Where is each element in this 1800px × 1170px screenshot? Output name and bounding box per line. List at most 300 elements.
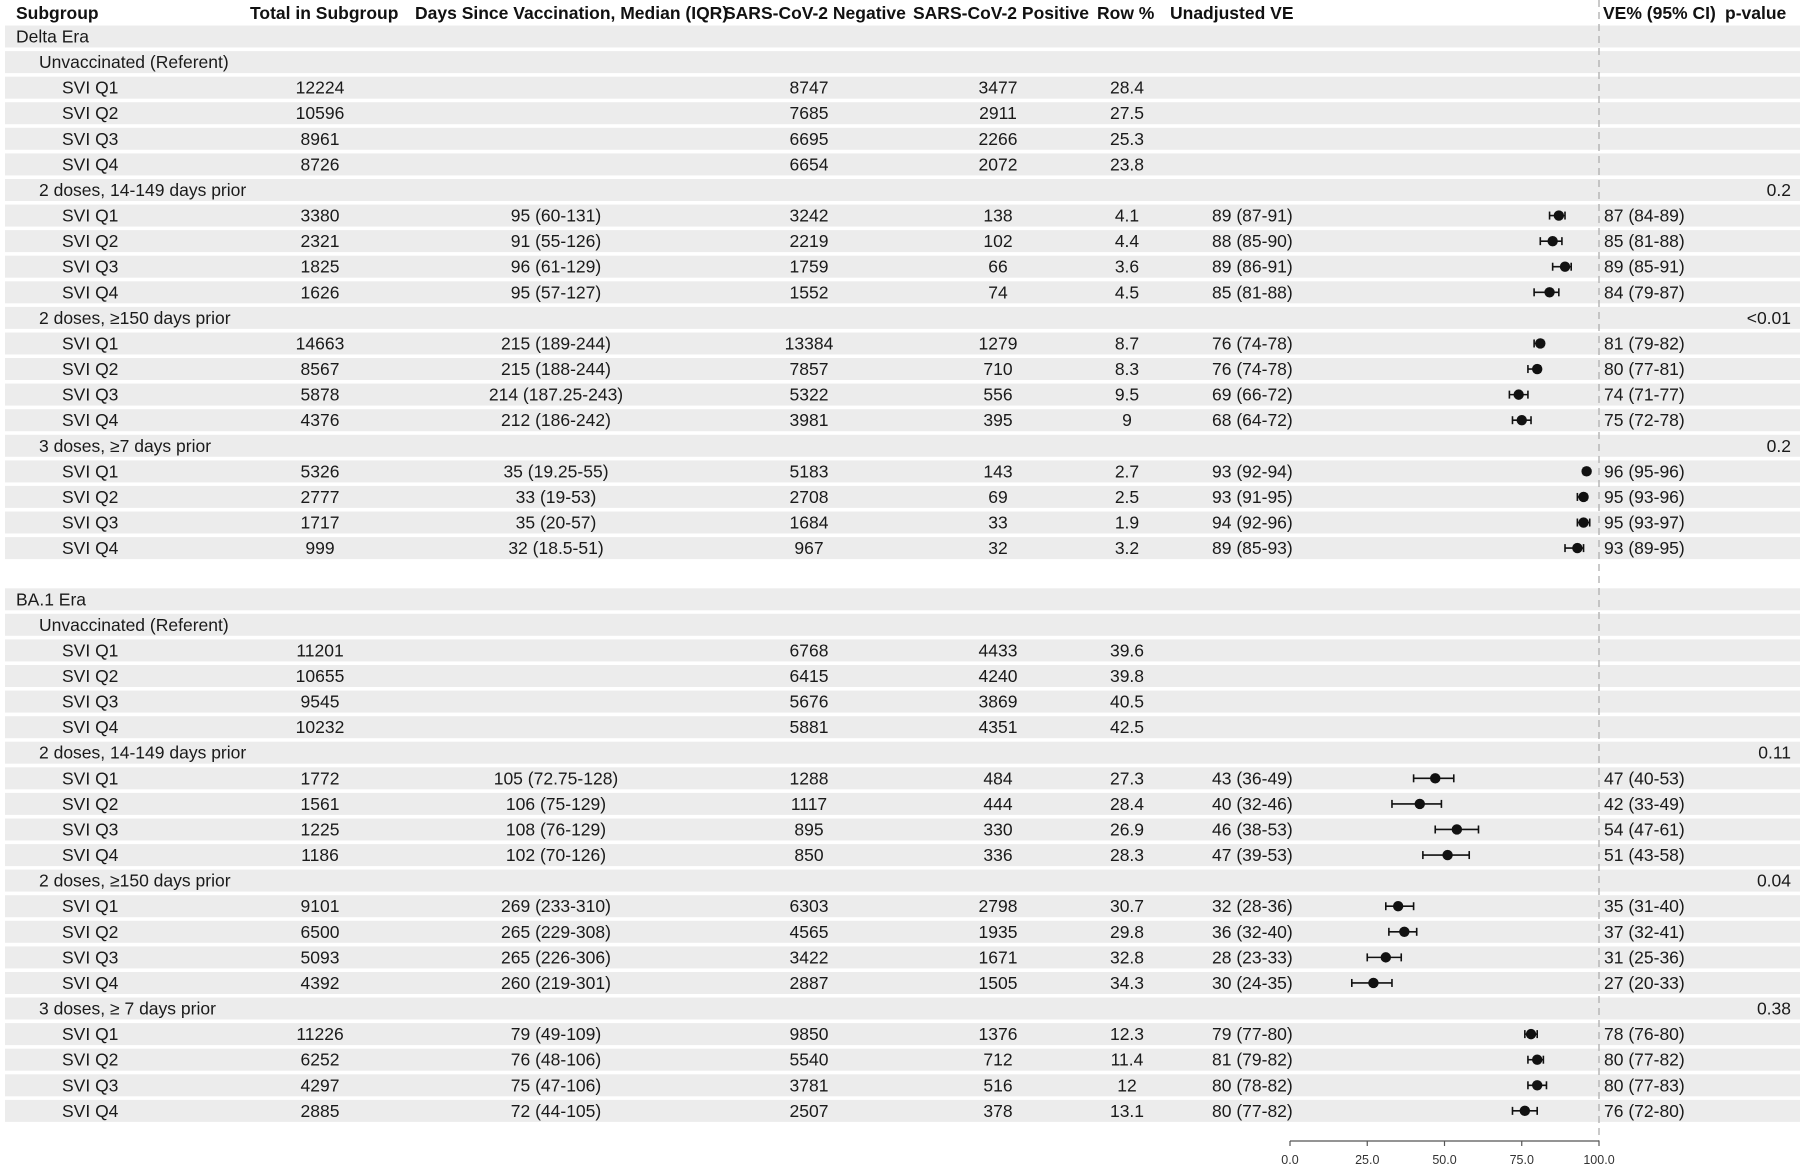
group-label: 3 doses, ≥ 7 days prior — [39, 998, 216, 1019]
total-cell: 8961 — [300, 128, 340, 149]
row-band — [5, 230, 1800, 252]
unadjusted-ve-cell: 40 (32-46) — [1212, 793, 1293, 814]
days-cell: 72 (44-105) — [510, 1100, 602, 1121]
row-band — [5, 281, 1800, 303]
row-band — [5, 998, 1800, 1020]
unadjusted-ve-cell: 89 (86-91) — [1212, 256, 1293, 277]
row-pct-cell: 40.5 — [1109, 691, 1145, 712]
total-cell: 6252 — [300, 1049, 340, 1070]
row-band — [5, 179, 1800, 201]
row-pct-cell: 11.4 — [1110, 1049, 1144, 1070]
subgroup-label: SVI Q4 — [62, 538, 119, 559]
header-p-value: p-value — [1725, 3, 1787, 23]
unadjusted-ve-cell: 69 (66-72) — [1212, 384, 1293, 405]
point-estimate — [1554, 210, 1564, 220]
total-cell: 1561 — [300, 793, 340, 814]
header-row-pct: Row % — [1097, 3, 1155, 23]
ve-cell: 54 (47-61) — [1604, 819, 1685, 840]
row-pct-cell: 26.9 — [1109, 819, 1145, 840]
subgroup-label: SVI Q3 — [62, 512, 119, 533]
p-value: 0.04 — [1756, 870, 1791, 891]
unadjusted-ve-cell: 32 (28-36) — [1212, 896, 1293, 917]
row-pct-cell: 2.5 — [1114, 486, 1140, 507]
days-cell: 265 (229-308) — [501, 921, 611, 942]
era-label: Delta Era — [16, 26, 89, 47]
negative-cell: 1288 — [789, 768, 829, 789]
ve-cell: 95 (93-97) — [1604, 512, 1685, 533]
row-band — [5, 460, 1800, 482]
days-cell: 95 (60-131) — [510, 205, 602, 226]
axis-tick-label: 75.0 — [1509, 1153, 1534, 1167]
unadjusted-ve-cell: 46 (38-53) — [1212, 819, 1293, 840]
row-pct-cell: 25.3 — [1109, 128, 1145, 149]
negative-cell: 5676 — [789, 691, 829, 712]
subgroup-label: SVI Q3 — [62, 691, 119, 712]
positive-cell: 1505 — [978, 972, 1018, 993]
row-band — [5, 333, 1800, 355]
ve-cell: 75 (72-78) — [1604, 410, 1685, 431]
total-cell: 9101 — [300, 896, 340, 917]
total-cell: 10655 — [295, 666, 345, 686]
point-estimate — [1452, 824, 1462, 834]
row-pct-cell: 2.7 — [1114, 461, 1140, 482]
positive-cell: 2911 — [979, 103, 1017, 124]
positive-cell: 143 — [983, 461, 1013, 482]
subgroup-label: SVI Q3 — [62, 128, 119, 149]
ve-cell: 78 (76-80) — [1604, 1024, 1685, 1045]
unadjusted-ve-cell: 80 (77-82) — [1212, 1100, 1293, 1121]
positive-cell: 710 — [983, 359, 1013, 380]
row-band — [5, 537, 1800, 559]
subgroup-label: SVI Q3 — [62, 384, 119, 405]
row-band — [5, 793, 1800, 815]
unadjusted-ve-cell: 93 (92-94) — [1212, 461, 1293, 482]
positive-cell: 4240 — [978, 666, 1018, 686]
row-pct-cell: 4.1 — [1114, 205, 1140, 226]
row-band — [5, 256, 1800, 278]
ve-cell: 95 (93-96) — [1604, 486, 1685, 507]
negative-cell: 6768 — [789, 640, 829, 661]
positive-cell: 444 — [983, 793, 1013, 814]
row-band — [5, 742, 1800, 764]
total-cell: 5878 — [300, 384, 340, 405]
row-pct-cell: 1.9 — [1114, 512, 1140, 533]
row-band — [5, 946, 1800, 968]
subgroup-label: SVI Q2 — [62, 486, 119, 507]
unadjusted-ve-cell: 79 (77-80) — [1212, 1024, 1293, 1045]
total-cell: 1772 — [300, 768, 340, 789]
unadjusted-ve-cell: 30 (24-35) — [1212, 972, 1293, 993]
unadjusted-ve-cell: 28 (23-33) — [1212, 947, 1293, 968]
positive-cell: 32 — [988, 538, 1008, 559]
group-label: 3 doses, ≥7 days prior — [39, 435, 212, 456]
subgroup-label: SVI Q1 — [62, 640, 119, 661]
subgroup-label: SVI Q2 — [62, 231, 119, 252]
unadjusted-ve-cell: 81 (79-82) — [1212, 1049, 1293, 1070]
ve-cell: 96 (95-96) — [1604, 461, 1685, 482]
row-band — [5, 26, 1800, 48]
negative-cell: 13384 — [784, 333, 834, 354]
positive-cell: 712 — [983, 1049, 1013, 1070]
total-cell: 5093 — [300, 947, 340, 968]
subgroup-label: SVI Q4 — [62, 282, 119, 303]
subgroup-label: SVI Q3 — [62, 819, 119, 840]
days-cell: 215 (189-244) — [501, 333, 611, 354]
positive-cell: 138 — [983, 205, 1013, 226]
ve-cell: 80 (77-83) — [1604, 1075, 1685, 1096]
ve-cell: 27 (20-33) — [1604, 972, 1685, 993]
positive-cell: 1935 — [978, 921, 1018, 942]
total-cell: 11201 — [296, 640, 344, 661]
total-cell: 2777 — [300, 486, 340, 507]
row-pct-cell: 3.6 — [1114, 256, 1140, 277]
header-total: Total in Subgroup — [250, 3, 399, 23]
ve-cell: 84 (79-87) — [1604, 282, 1685, 303]
positive-cell: 4433 — [978, 640, 1018, 661]
row-pct-cell: 27.5 — [1109, 103, 1145, 124]
ve-cell: 74 (71-77) — [1604, 384, 1685, 405]
row-pct-cell: 27.3 — [1109, 768, 1145, 789]
negative-cell: 6695 — [789, 128, 829, 149]
days-cell: 215 (188-244) — [501, 359, 611, 380]
total-cell: 11226 — [296, 1024, 344, 1045]
point-estimate — [1415, 799, 1425, 809]
unadjusted-ve-cell: 80 (78-82) — [1212, 1075, 1293, 1096]
negative-cell: 5183 — [789, 461, 829, 482]
p-value: 0.2 — [1766, 179, 1791, 200]
positive-cell: 330 — [983, 819, 1013, 840]
positive-cell: 69 — [988, 486, 1008, 507]
row-pct-cell: 12 — [1117, 1075, 1137, 1096]
positive-cell: 556 — [983, 384, 1013, 405]
era-label: BA.1 Era — [16, 589, 87, 610]
axis-tick-label: 100.0 — [1583, 1153, 1615, 1167]
total-cell: 999 — [305, 538, 335, 559]
point-estimate — [1430, 773, 1440, 783]
ve-cell: 80 (77-81) — [1604, 359, 1685, 380]
header-unadjusted-ve: Unadjusted VE — [1170, 3, 1294, 23]
total-cell: 4376 — [300, 410, 340, 431]
negative-cell: 1759 — [789, 256, 829, 277]
point-estimate — [1581, 466, 1591, 476]
group-label: 2 doses, ≥150 days prior — [39, 307, 231, 328]
row-pct-cell: 28.4 — [1109, 77, 1145, 98]
ve-cell: 89 (85-91) — [1604, 256, 1685, 277]
point-estimate — [1520, 1106, 1530, 1116]
row-pct-cell: 32.8 — [1109, 947, 1145, 968]
subgroup-label: SVI Q3 — [62, 256, 119, 277]
axis-tick-label: 0.0 — [1281, 1153, 1299, 1167]
days-cell: 260 (219-301) — [501, 972, 611, 993]
group-label: 2 doses, 14-149 days prior — [39, 742, 247, 763]
row-band — [5, 895, 1800, 917]
unadjusted-ve-cell: 89 (85-93) — [1212, 538, 1293, 559]
days-cell: 102 (70-126) — [505, 845, 607, 866]
header-subgroup: Subgroup — [16, 3, 99, 23]
days-cell: 214 (187.25-243) — [488, 384, 624, 405]
row-pct-cell: 28.4 — [1109, 793, 1145, 814]
ve-cell: 76 (72-80) — [1604, 1100, 1685, 1121]
days-cell: 32 (18.5-51) — [508, 538, 604, 559]
subgroup-label: SVI Q2 — [62, 666, 119, 686]
negative-cell: 5322 — [789, 384, 829, 405]
row-band — [5, 870, 1800, 892]
negative-cell: 6303 — [789, 896, 829, 917]
subgroup-label: SVI Q4 — [62, 154, 119, 175]
ve-cell: 85 (81-88) — [1604, 231, 1685, 252]
unadjusted-ve-cell: 36 (32-40) — [1212, 921, 1293, 942]
row-pct-cell: 23.8 — [1109, 154, 1145, 175]
row-pct-cell: 28.3 — [1109, 845, 1145, 866]
row-band — [5, 205, 1800, 227]
row-band — [5, 51, 1800, 73]
total-cell: 1717 — [300, 512, 340, 533]
row-pct-cell: 4.4 — [1114, 231, 1140, 252]
point-estimate — [1368, 978, 1378, 988]
subgroup-label: SVI Q2 — [62, 1049, 119, 1070]
p-value: 0.38 — [1756, 998, 1791, 1019]
days-cell: 96 (61-129) — [510, 256, 602, 277]
days-cell: 269 (233-310) — [501, 896, 611, 917]
ve-cell: 81 (79-82) — [1604, 333, 1685, 354]
point-estimate — [1560, 262, 1570, 272]
days-cell: 33 (19-53) — [515, 486, 597, 507]
x-axis — [1281, 1141, 1614, 1167]
header-ve: VE% (95% CI) — [1603, 3, 1716, 23]
point-estimate — [1381, 952, 1391, 962]
negative-cell: 3981 — [789, 410, 829, 431]
group-label: 2 doses, ≥150 days prior — [39, 870, 231, 891]
point-estimate — [1544, 287, 1554, 297]
positive-cell: 1671 — [978, 947, 1018, 968]
unadjusted-ve-cell: 85 (81-88) — [1212, 282, 1293, 303]
row-pct-cell: 39.8 — [1109, 666, 1145, 686]
row-bands — [5, 26, 1800, 1122]
negative-cell: 4565 — [789, 921, 829, 942]
positive-cell: 2266 — [978, 128, 1018, 149]
positive-cell: 1376 — [978, 1024, 1018, 1045]
row-pct-cell: 3.2 — [1114, 538, 1140, 559]
days-cell: 75 (47-106) — [510, 1075, 602, 1096]
row-band — [5, 77, 1800, 99]
subgroup-label: SVI Q1 — [62, 1024, 119, 1045]
row-band — [5, 153, 1800, 175]
total-cell: 12224 — [295, 77, 345, 98]
row-pct-cell: 4.5 — [1114, 282, 1140, 303]
subgroup-label: SVI Q4 — [62, 1100, 119, 1121]
row-pct-cell: 30.7 — [1109, 896, 1145, 917]
unadjusted-ve-cell: 76 (74-78) — [1212, 333, 1293, 354]
point-estimate — [1532, 1080, 1542, 1090]
total-cell: 1825 — [300, 256, 340, 277]
axis-tick-label: 25.0 — [1355, 1153, 1380, 1167]
point-estimate — [1572, 543, 1582, 553]
point-estimate — [1535, 338, 1545, 348]
subgroup-label: SVI Q4 — [62, 717, 119, 738]
negative-cell: 3781 — [789, 1075, 829, 1096]
days-cell: 91 (55-126) — [510, 231, 602, 252]
ve-cell: 47 (40-53) — [1604, 768, 1685, 789]
ve-cell: 80 (77-82) — [1604, 1049, 1685, 1070]
row-band — [5, 588, 1800, 610]
negative-cell: 7857 — [789, 359, 829, 380]
unadjusted-ve-cell: 47 (39-53) — [1212, 845, 1293, 866]
days-cell: 35 (19.25-55) — [503, 461, 609, 482]
negative-cell: 1552 — [789, 282, 829, 303]
unadjusted-ve-cell: 93 (91-95) — [1212, 486, 1293, 507]
subgroup-label: SVI Q1 — [62, 896, 119, 917]
total-cell: 8726 — [300, 154, 340, 175]
total-cell: 6500 — [300, 921, 340, 942]
subgroup-label: SVI Q4 — [62, 410, 119, 431]
row-band — [5, 512, 1800, 534]
positive-cell: 336 — [983, 845, 1013, 866]
row-pct-cell: 8.7 — [1114, 333, 1140, 354]
row-band — [5, 921, 1800, 943]
point-estimate — [1442, 850, 1452, 860]
row-band — [5, 844, 1800, 866]
unadjusted-ve-cell: 76 (74-78) — [1212, 359, 1293, 380]
positive-cell: 516 — [983, 1075, 1013, 1096]
negative-cell: 3242 — [789, 205, 829, 226]
days-cell: 108 (76-129) — [505, 819, 607, 840]
header-negative: SARS-CoV-2 Negative — [724, 3, 906, 23]
total-cell: 1186 — [301, 845, 339, 866]
negative-cell: 6415 — [789, 666, 829, 686]
subgroup-label: SVI Q1 — [62, 77, 119, 98]
point-estimate — [1547, 236, 1557, 246]
unadjusted-ve-cell: 43 (36-49) — [1212, 768, 1293, 789]
positive-cell: 3869 — [978, 691, 1018, 712]
subgroup-label: SVI Q2 — [62, 921, 119, 942]
negative-cell: 2887 — [789, 972, 829, 993]
point-estimate — [1532, 364, 1542, 374]
row-band — [5, 102, 1800, 124]
negative-cell: 3422 — [789, 947, 829, 968]
days-cell: 212 (186-242) — [501, 410, 611, 431]
row-pct-cell: 9.5 — [1114, 384, 1140, 405]
subgroup-label: SVI Q4 — [62, 972, 119, 993]
point-estimate — [1399, 927, 1409, 937]
unadjusted-ve-cell: 88 (85-90) — [1212, 231, 1293, 252]
point-estimate — [1578, 492, 1588, 502]
point-estimate — [1526, 1029, 1536, 1039]
ve-cell: 42 (33-49) — [1604, 793, 1685, 814]
header-days: Days Since Vaccination, Median (IQR) — [415, 3, 729, 23]
p-value: 0.2 — [1766, 435, 1791, 456]
row-band — [5, 639, 1800, 661]
negative-cell: 5881 — [789, 717, 829, 738]
total-cell: 1626 — [300, 282, 340, 303]
axis-tick-label: 50.0 — [1432, 1153, 1457, 1167]
negative-cell: 2219 — [789, 231, 829, 252]
ve-cell: 93 (89-95) — [1604, 538, 1685, 559]
negative-cell: 1684 — [789, 512, 829, 533]
negative-cell: 1117 — [790, 793, 828, 814]
ve-cell: 51 (43-58) — [1604, 845, 1685, 866]
row-pct-cell: 39.6 — [1109, 640, 1145, 661]
unadjusted-ve-cell: 94 (92-96) — [1212, 512, 1293, 533]
ve-cell: 35 (31-40) — [1604, 896, 1685, 917]
days-cell: 79 (49-109) — [510, 1024, 602, 1045]
negative-cell: 5540 — [789, 1049, 829, 1070]
row-band — [5, 691, 1800, 713]
subgroup-label: SVI Q3 — [62, 947, 119, 968]
row-pct-cell: 8.3 — [1114, 359, 1140, 380]
row-band — [5, 972, 1800, 994]
point-estimate — [1517, 415, 1527, 425]
ve-estimate — [1581, 466, 1591, 476]
subgroup-label: SVI Q2 — [62, 359, 119, 380]
subgroup-label: SVI Q1 — [62, 205, 119, 226]
group-label: 2 doses, 14-149 days prior — [39, 179, 247, 200]
unadjusted-ve-cell: 89 (87-91) — [1212, 205, 1293, 226]
negative-cell: 6654 — [789, 154, 829, 175]
positive-cell: 378 — [983, 1100, 1013, 1121]
row-band — [5, 128, 1800, 150]
group-label: Unvaccinated (Referent) — [39, 614, 229, 635]
total-cell: 10596 — [295, 103, 345, 124]
total-cell: 4297 — [300, 1075, 340, 1096]
negative-cell: 850 — [794, 845, 824, 866]
negative-cell: 9850 — [789, 1024, 829, 1045]
row-pct-cell: 29.8 — [1109, 921, 1145, 942]
row-band — [5, 307, 1800, 329]
positive-cell: 3477 — [978, 77, 1018, 98]
point-estimate — [1513, 389, 1523, 399]
total-cell: 2885 — [300, 1100, 340, 1121]
positive-cell: 2798 — [978, 896, 1018, 917]
negative-cell: 967 — [794, 538, 824, 559]
total-cell: 1225 — [300, 819, 340, 840]
header-positive: SARS-CoV-2 Positive — [913, 3, 1090, 23]
subgroup-label: SVI Q2 — [62, 793, 119, 814]
row-pct-cell: 34.3 — [1109, 972, 1145, 993]
column-headers — [16, 3, 1787, 23]
subgroup-label: SVI Q2 — [62, 103, 119, 124]
positive-cell: 2072 — [978, 154, 1018, 175]
total-cell: 3380 — [300, 205, 340, 226]
row-pct-cell: 9 — [1122, 410, 1132, 431]
group-label: Unvaccinated (Referent) — [39, 52, 229, 73]
negative-cell: 7685 — [789, 103, 829, 124]
point-estimate — [1578, 517, 1588, 527]
ve-cell: 31 (25-36) — [1604, 947, 1685, 968]
days-cell: 105 (72.75-128) — [493, 768, 619, 789]
total-cell: 9545 — [300, 691, 340, 712]
total-cell: 4392 — [300, 972, 340, 993]
row-band — [5, 614, 1800, 636]
p-value: 0.11 — [1758, 742, 1791, 763]
row-band — [5, 819, 1800, 841]
positive-cell: 4351 — [978, 717, 1018, 738]
positive-cell: 66 — [988, 256, 1008, 277]
total-cell: 10232 — [295, 717, 345, 738]
positive-cell: 74 — [988, 282, 1008, 303]
positive-cell: 33 — [988, 512, 1008, 533]
negative-cell: 895 — [794, 819, 824, 840]
positive-cell: 1279 — [978, 333, 1018, 354]
p-value: <0.01 — [1746, 307, 1791, 328]
total-cell: 8567 — [300, 359, 340, 380]
row-band — [5, 665, 1800, 687]
subgroup-label: SVI Q1 — [62, 768, 119, 789]
total-cell: 5326 — [300, 461, 340, 482]
subgroup-label: SVI Q1 — [62, 333, 119, 354]
total-cell: 14663 — [295, 333, 345, 354]
point-estimate — [1393, 901, 1403, 911]
row-band — [5, 384, 1800, 406]
